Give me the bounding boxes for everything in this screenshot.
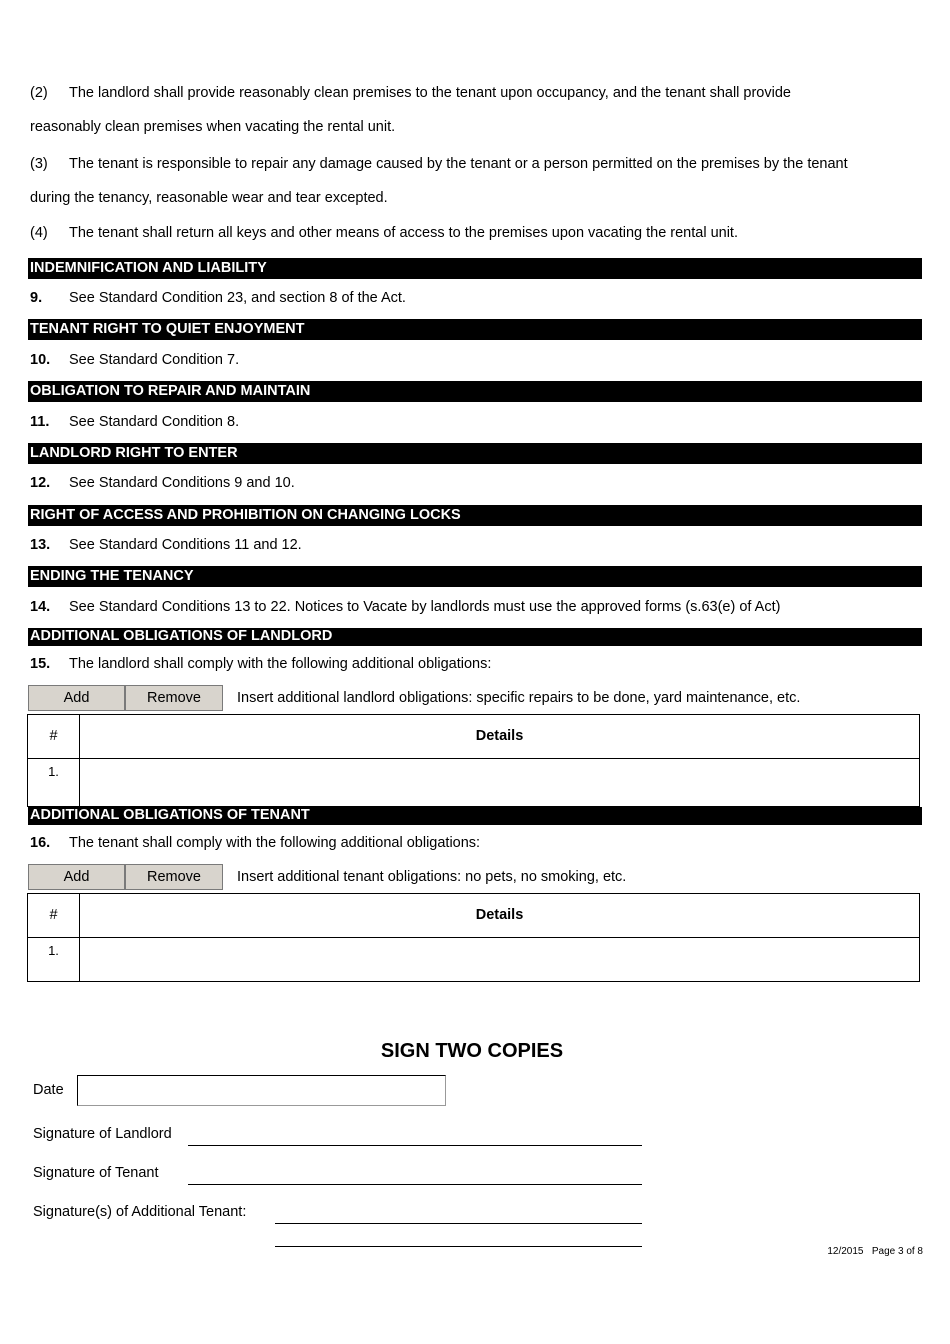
- clause-text: The tenant shall comply with the following additional obligations:: [69, 835, 481, 851]
- clause-text: See Standard Conditions 9 and 10.: [69, 475, 295, 491]
- section-header-quiet-enjoyment: TENANT RIGHT TO QUIET ENJOYMENT: [28, 319, 922, 340]
- column-header-number: #: [49, 907, 58, 923]
- clause-number: 15.: [30, 656, 51, 672]
- landlord-remove-button[interactable]: Remove: [125, 685, 223, 711]
- clause-15: [30, 656, 491, 672]
- column-header-number: #: [49, 728, 58, 744]
- paragraph-text: The landlord shall provide reasonably clean premises to the tenant upon occupancy, and the tenant shall provide: [69, 85, 791, 101]
- paragraph-text: The tenant shall return all keys and other means of access to the premises upon vacating the rental unit.: [69, 225, 738, 241]
- additional-tenant-signature-line-2[interactable]: [275, 1246, 642, 1247]
- section-header-tenant-obligations: ADDITIONAL OBLIGATIONS OF TENANT: [28, 807, 922, 825]
- clause-12: [30, 475, 295, 491]
- landlord-add-button[interactable]: Add: [28, 685, 125, 711]
- clause-16: [30, 835, 480, 851]
- paragraph-number: (2): [30, 85, 48, 101]
- clause-text: See Standard Condition 7.: [69, 352, 240, 368]
- date-input[interactable]: [77, 1075, 446, 1106]
- clause-14: [30, 599, 780, 615]
- landlord-obligation-details-input[interactable]: [80, 760, 919, 806]
- column-header-details: Details: [475, 907, 524, 923]
- section-header-ending-tenancy: ENDING THE TENANCY: [28, 566, 922, 587]
- column-header-details: Details: [475, 728, 524, 744]
- clause-13: [30, 537, 302, 553]
- section-header-repair-maintain: OBLIGATION TO REPAIR AND MAINTAIN: [28, 381, 922, 402]
- clause-text: See Standard Condition 23, and section 8 of the Act.: [69, 290, 406, 306]
- tenant-obligation-details-input[interactable]: [80, 939, 919, 981]
- section-header-right-to-enter: LANDLORD RIGHT TO ENTER: [28, 443, 922, 464]
- section-header-indemnification: INDEMNIFICATION AND LIABILITY: [28, 258, 922, 279]
- landlord-obligations-table: [27, 714, 920, 807]
- paragraph-number: (4): [30, 225, 48, 241]
- additional-tenant-signature-label: Signature(s) of Additional Tenant:: [33, 1204, 247, 1220]
- paragraph-3: [30, 156, 920, 172]
- section-header-landlord-obligations: ADDITIONAL OBLIGATIONS OF LANDLORD: [28, 628, 922, 646]
- landlord-signature-line[interactable]: [188, 1145, 642, 1146]
- page-number: Page 3 of 8: [871, 1246, 923, 1257]
- paragraph-number: (3): [30, 156, 48, 172]
- form-version: 12/2015: [827, 1246, 864, 1257]
- clause-text: See Standard Conditions 11 and 12.: [69, 537, 302, 553]
- tenant-add-button[interactable]: Add: [28, 864, 125, 890]
- clause-9: [30, 290, 406, 306]
- tenant-signature-line[interactable]: [188, 1184, 642, 1185]
- date-label: Date: [33, 1082, 64, 1098]
- sign-two-copies-title: SIGN TWO COPIES: [380, 1040, 564, 1062]
- clause-number: 9.: [30, 290, 43, 306]
- clause-number: 11.: [30, 414, 50, 430]
- row-number: 1.: [48, 943, 59, 958]
- row-number: 1.: [48, 764, 59, 779]
- clause-text: The landlord shall comply with the following additional obligations:: [69, 656, 492, 672]
- clause-number: 12.: [30, 475, 51, 491]
- tenant-remove-button[interactable]: Remove: [125, 864, 223, 890]
- section-header-access-locks: RIGHT OF ACCESS AND PROHIBITION ON CHANGING LOCKS: [28, 505, 922, 526]
- clause-number: 13.: [30, 537, 51, 553]
- clause-number: 16.: [30, 835, 51, 851]
- paragraph-2-cont: reasonably clean premises when vacating the rental unit.: [30, 119, 396, 135]
- tenant-obligations-table: [27, 893, 920, 982]
- paragraph-4: [30, 225, 920, 241]
- additional-tenant-signature-line-1[interactable]: [275, 1223, 642, 1224]
- tenant-obligations-hint: Insert additional tenant obligations: no pets, no smoking, etc.: [237, 869, 627, 885]
- paragraph-3-cont: during the tenancy, reasonable wear and tear excepted.: [30, 190, 388, 206]
- clause-text: See Standard Condition 8.: [69, 414, 240, 430]
- landlord-obligations-hint: Insert additional landlord obligations: specific repairs to be done, yard maintenance, etc.: [237, 690, 801, 706]
- paragraph-2: [30, 85, 920, 101]
- clause-10: [30, 352, 239, 368]
- clause-11: [30, 414, 239, 430]
- landlord-signature-label: Signature of Landlord: [33, 1126, 172, 1142]
- clause-number: 14.: [30, 599, 51, 615]
- page-footer: [827, 1246, 923, 1257]
- paragraph-text: The tenant is responsible to repair any damage caused by the tenant or a person permitted on the premises by the tenant: [69, 156, 848, 172]
- clause-text: See Standard Conditions 13 to 22. Notices to Vacate by landlords must use the approved forms (s.63(e) of Act): [69, 599, 781, 615]
- tenant-signature-label: Signature of Tenant: [33, 1165, 159, 1181]
- clause-number: 10.: [30, 352, 51, 368]
